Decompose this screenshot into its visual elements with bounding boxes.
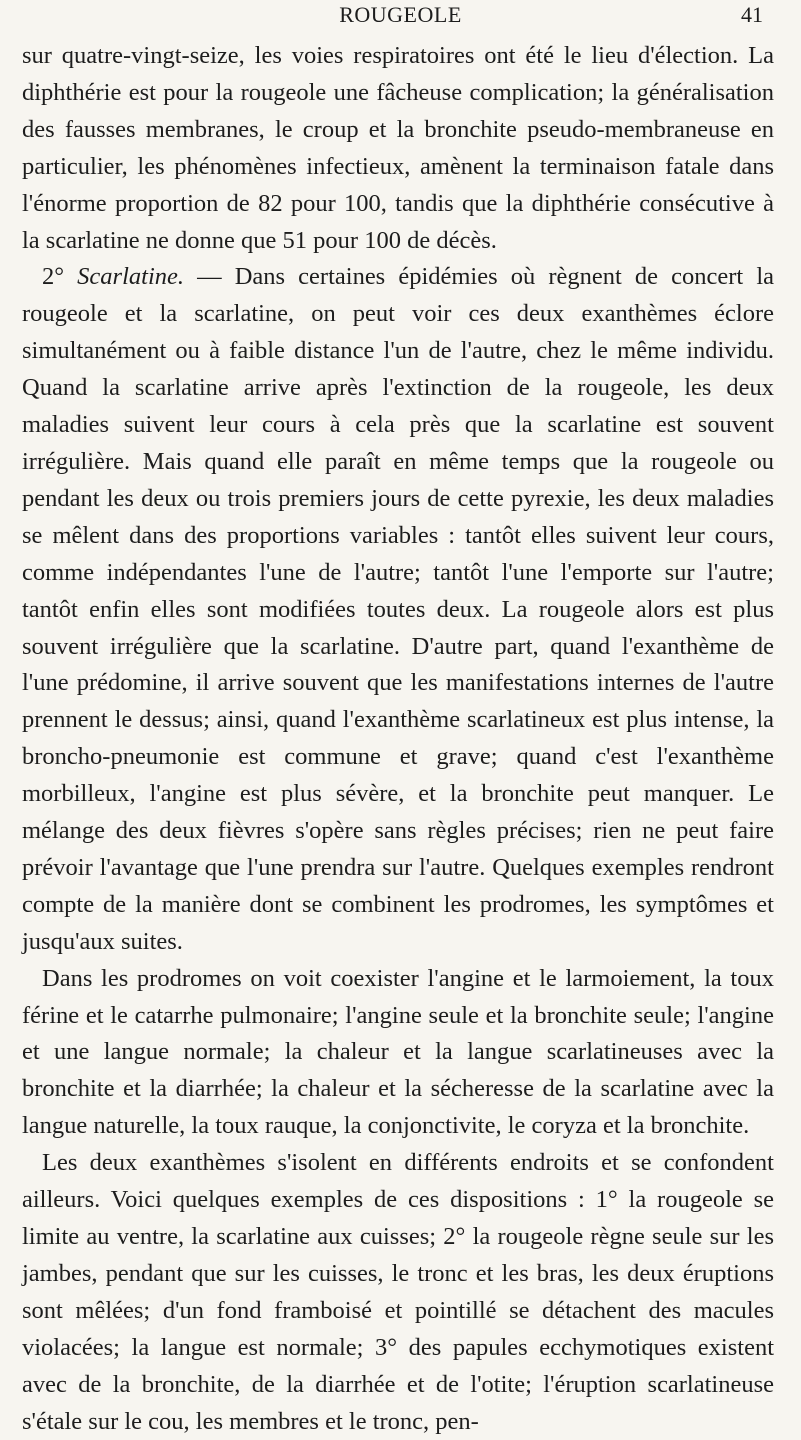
page-number: 41	[741, 2, 763, 27]
paragraph-scarlatine-text: — Dans certaines épidémies où règnent de concert la rougeole et la scarlatine, on peut voir ces deux exanthèmes éclore simultanément ou à faible distance l'un de l'autre, chez le même individu. Quand la scarlatine arrive après l'extinction de la rougeole, les deux maladies suivent leur cours à cela près que la scarlatine est souvent irrégulière. Mais quand elle paraît en même temps que la rougeole ou pendant les deux ou trois premiers jours de cette pyrexie, les deux maladies se mêlent dans des proportions variables : tantôt elles suivent leur cours, comme indépendantes l'une de l'autre; tantôt l'une l'emporte sur l'autre; tantôt enfin elles sont modifiées toutes deux. La rougeole alors est plus souvent irrégulière que la scarlatine. D'autre part, quand l'exanthème de l'une prédomine, il arrive souvent que les manifestations internes de l'autre prennent le dessus; ainsi, quand l'exanthème scarlatineux est plus intense, la broncho-pneumonie est commune et grave; quand c'est l'exanthème morbilleux, l'angine est plus sévère, et la bronchite peut manquer. Le mélange des deux fièvres s'opère sans règles précises; rien ne peut faire prévoir l'avantage que l'une prendra sur l'autre. Quelques exemples rendront compte de la manière dont se combinent les prodromes, les symptômes et jusqu'aux suites.	[22, 263, 775, 955]
paragraph-prodromes: Dans les prodromes on voit coexister l'angine et le larmoiement, la toux férine et le catarrhe pulmonaire; l'angine seule et la bronchite seule; l'angine et une langue normale; la chaleur et la langue scarlatineuses avec la bronchite et la diarrhée; la chaleur et la sécheresse de la scarlatine avec la langue naturelle, la toux rauque, la conjonctivite, le coryza et la bronchite.	[22, 964, 774, 1140]
paragraph-scarlatine	[22, 259, 774, 960]
page-header	[0, 2, 801, 32]
paragraph-diphtheria: sur quatre-vingt-seize, les voies respiratoires ont été le lieu d'élection. La diphthérie est pour la rougeole une fâcheuse complication; la généralisation des fausses membranes, le croup et la bronchite pseudo-membraneuse en particulier, les phénomènes infectieux, amènent la terminaison fatale dans l'énorme proportion de 82 pour 100, tandis que la diphthérie consécutive à la scarlatine ne donne que 51 pour 100 de décès.	[22, 42, 774, 254]
section-number: 2°	[42, 263, 65, 291]
paragraph-exanthemes: Les deux exanthèmes s'isolent en différents endroits et se confondent ailleurs. Voici quelques exemples de ces dispositions : 1° la rougeole se limite au ventre, la scarlatine aux cuisses; 2° la rougeole règne seule sur les jambes, pendant que sur les cuisses, le tronc et les bras, les deux éruptions sont mêlées; d'un fond framboisé et pointillé se détachent des macules violacées; la langue est normale; 3° des papules ecchymotiques existent avec de la bronchite, de la diarrhée et de l'otite; l'éruption scarlatineuse s'étale sur le cou, les membres et le tronc, pen-	[22, 1149, 774, 1435]
running-title: ROUGEOLE	[339, 2, 462, 27]
section-title: Scarlatine.	[77, 263, 185, 291]
body-text	[22, 38, 774, 1440]
